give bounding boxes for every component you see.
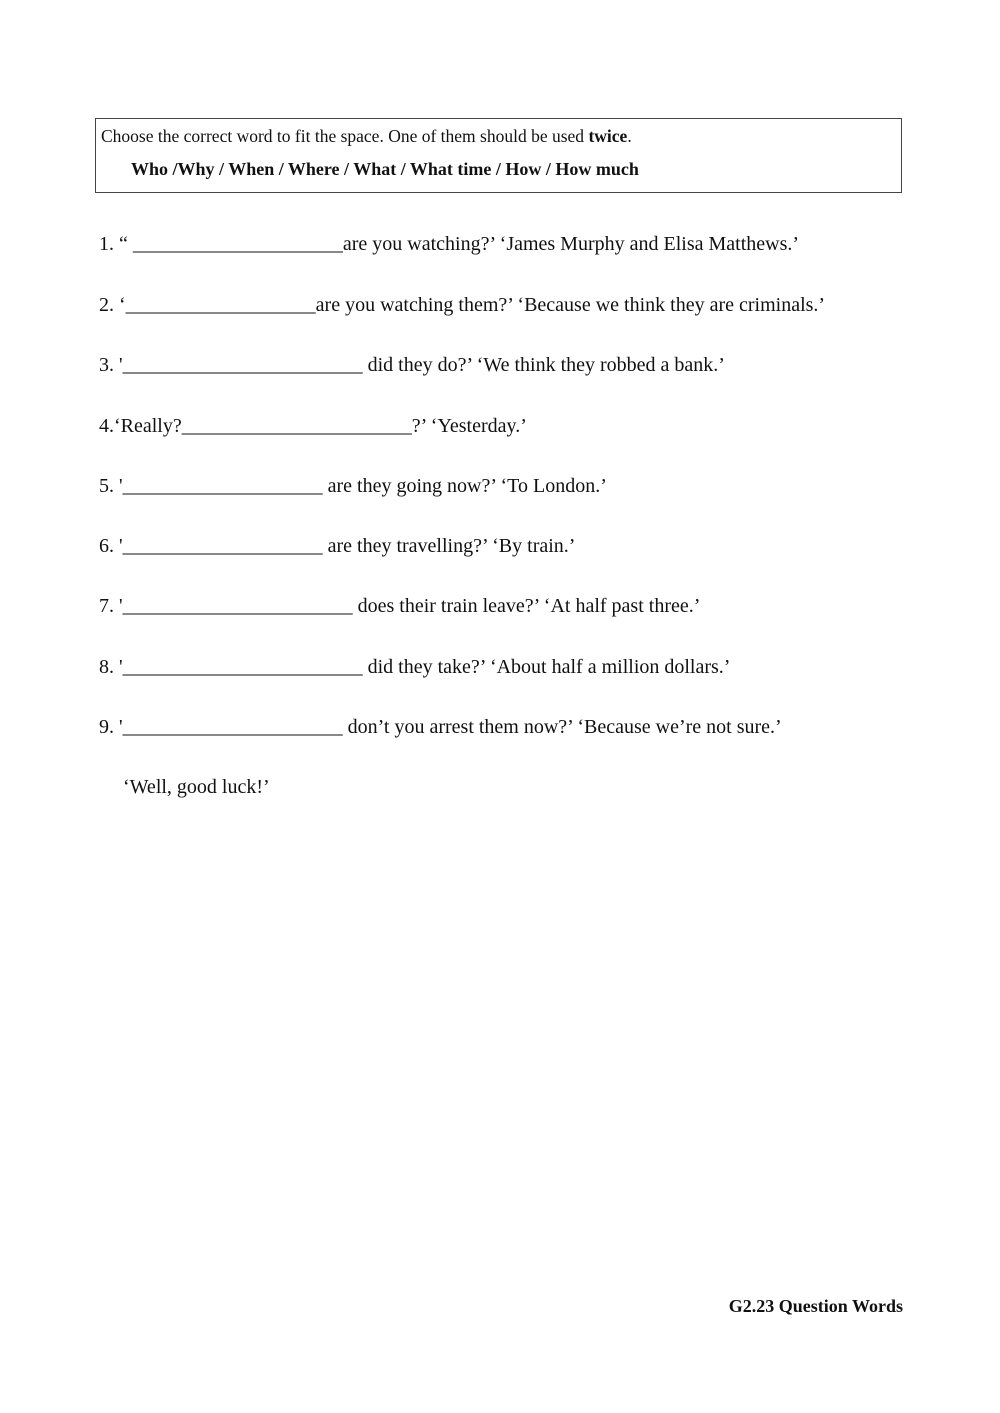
instruction-box [95,118,902,193]
question-3: 3. '________________________ did they do?’ ‘We think they robbed a bank.’ [99,354,725,376]
word-bank: Who /Why / When / Where / What / What time / How / How much [131,159,639,179]
question-8: 8. '________________________ did they take?’ ‘About half a million dollars.’ [99,656,731,678]
instruction-prefix: Choose the correct word to fit the space. One of them should be used [101,126,589,146]
instruction-emphasis: twice [588,126,628,146]
question-2: 2. ‘___________________are you watching them?’ ‘Because we think they are criminals.’ [99,294,826,316]
instruction-suffix: . [627,126,632,146]
question-6: 6. '____________________ are they travelling?’ ‘By train.’ [99,535,576,557]
question-7: 7. '_______________________ does their train leave?’ ‘At half past three.’ [99,595,701,617]
question-4: 4.‘Really?_______________________?’ ‘Yesterday.’ [99,415,527,437]
question-5: 5. '____________________ are they going now?’ ‘To London.’ [99,475,607,497]
instruction-text [101,125,632,147]
question-9: 9. '______________________ don’t you arrest them now?’ ‘Because we’re not sure.’ [99,716,782,738]
question-1: 1. “ _____________________are you watching?’ ‘James Murphy and Elisa Matthews.’ [99,233,800,255]
closing-line: ‘Well, good luck!’ [123,776,270,798]
footer-label: G2.23 Question Words [728,1296,903,1316]
